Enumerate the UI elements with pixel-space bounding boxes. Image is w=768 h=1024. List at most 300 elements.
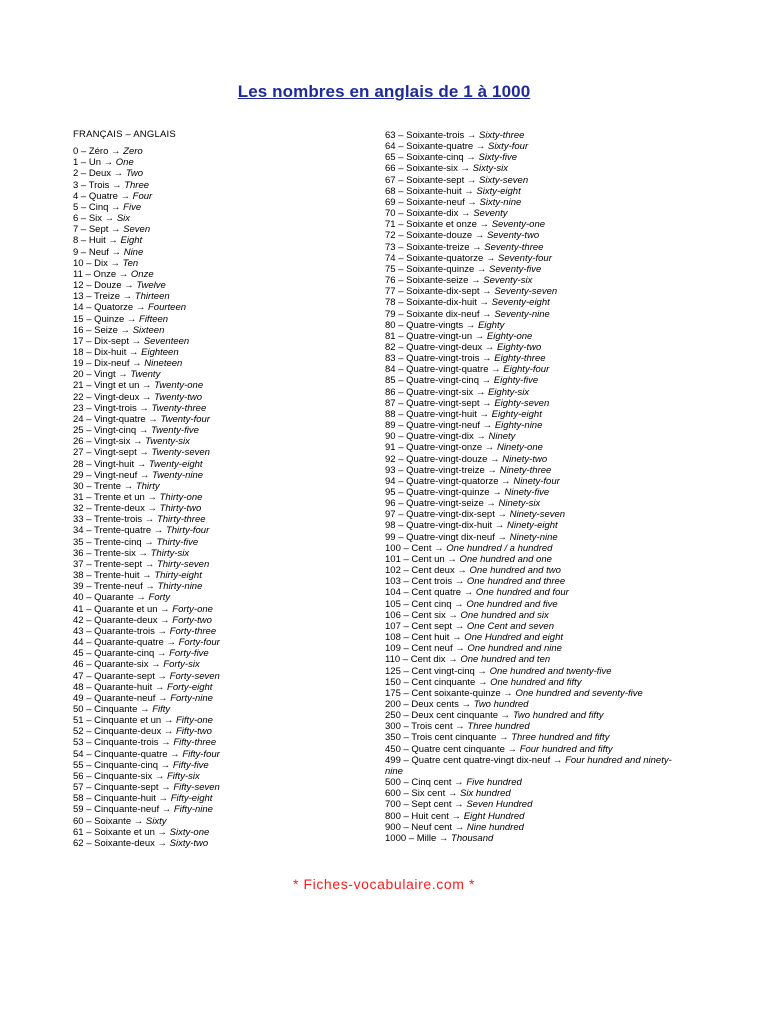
number-entry (73, 548, 373, 559)
english-term: Seventy-two (486, 230, 540, 242)
french-term: 6 – Six (73, 213, 103, 225)
number-entry (73, 414, 373, 425)
english-term: Ninety-three (499, 464, 552, 476)
english-term: Sixty-nine (479, 196, 522, 208)
english-term: Thirty-one (159, 492, 203, 503)
english-term: Five hundred (466, 777, 522, 789)
french-term: 61 – Soixante et un (73, 826, 155, 838)
arrow-icon: → (131, 815, 146, 827)
number-entry (73, 570, 373, 581)
number-entry (73, 726, 373, 737)
arrow-icon: → (139, 380, 155, 392)
arrow-icon: → (159, 804, 174, 816)
french-term: 45 – Quarante-cinq (73, 648, 155, 660)
number-entry (73, 358, 373, 369)
arrow-icon: → (142, 514, 157, 526)
french-term: 300 – Trois cent (385, 721, 453, 733)
french-term: 1 – Un (73, 157, 101, 169)
english-term: Zero (123, 146, 143, 158)
english-term: Seven (123, 224, 151, 236)
french-term: 56 – Cinquante-six (73, 770, 153, 782)
english-term: Eighty (477, 319, 505, 331)
english-term: Sixty-five (478, 152, 518, 164)
arrow-icon: → (139, 391, 155, 403)
french-term: 46 – Quarante-six (73, 659, 149, 671)
number-entry (73, 380, 373, 391)
english-term: Eighteen (141, 346, 179, 358)
arrow-icon: → (487, 453, 503, 465)
french-term: 57 – Cinquante-sept (73, 782, 159, 794)
english-term: Sixty-eight (476, 185, 521, 197)
english-term: Twenty-nine (152, 469, 204, 481)
english-term: Eighty-two (496, 341, 542, 353)
arrow-icon: → (108, 224, 124, 236)
arrow-icon: → (128, 335, 144, 347)
french-term: 36 – Trente-six (73, 547, 136, 559)
arrow-icon: → (451, 777, 467, 789)
arrow-icon: → (482, 341, 497, 353)
arrow-icon: → (496, 732, 512, 744)
english-term: Forty-three (169, 625, 217, 637)
number-entry (73, 514, 373, 525)
arrow-icon: → (136, 447, 152, 459)
arrow-icon: → (101, 157, 116, 169)
french-term: 91 – Quatre-vingt-onze (385, 442, 483, 454)
english-term: Ninety-six (498, 498, 541, 510)
arrow-icon: → (449, 632, 465, 644)
french-term: 4 – Quatre (73, 190, 118, 202)
number-entry (73, 302, 373, 313)
french-term: 15 – Quinze (73, 313, 125, 325)
number-entry (385, 442, 715, 453)
number-entry (73, 146, 373, 157)
english-term: Ninety-two (502, 453, 548, 465)
number-entry (73, 604, 373, 615)
arrow-icon: → (476, 297, 492, 309)
french-term: 76 – Soixante-seize (385, 275, 469, 287)
french-term: 29 – Vingt-neuf (73, 469, 138, 481)
number-entry (385, 487, 715, 498)
number-entry (73, 235, 373, 246)
french-term: 106 – Cent six (385, 609, 446, 621)
arrow-icon: → (158, 759, 173, 771)
english-term: Onze (130, 268, 154, 280)
arrow-icon: → (436, 832, 452, 844)
number-entry (385, 822, 715, 833)
english-term: Seventy-five (489, 263, 542, 275)
number-entry (385, 788, 715, 799)
number-entry (385, 230, 715, 241)
english-term: Two (125, 168, 144, 180)
arrow-icon: → (108, 246, 124, 258)
arrow-icon: → (474, 263, 490, 275)
number-entry (73, 436, 373, 447)
english-term: Four hundred and fifty (519, 743, 613, 755)
french-term: 93 – Quatre-vingt-treize (385, 464, 485, 476)
french-term: 63 – Soixante-trois (385, 130, 465, 141)
arrow-icon: → (161, 715, 176, 727)
french-term: 700 – Sept cent (385, 799, 452, 811)
arrow-icon: → (482, 442, 497, 454)
english-term: Twenty-eight (148, 458, 203, 470)
french-term: 104 – Cent quatre (385, 587, 462, 599)
french-term: 600 – Six cent (385, 788, 446, 800)
number-entry (73, 782, 373, 793)
french-term: 73 – Soixante-treize (385, 241, 470, 253)
arrow-icon: → (124, 313, 140, 325)
arrow-icon: → (457, 163, 473, 175)
arrow-icon: → (472, 330, 487, 342)
french-term: 30 – Trente (73, 480, 122, 492)
arrow-icon: → (144, 492, 160, 503)
french-term: 5 – Cinq (73, 201, 109, 213)
arrow-icon: → (152, 770, 167, 782)
arrow-icon: → (452, 821, 467, 833)
english-term: One (115, 157, 134, 169)
number-entry (73, 626, 373, 637)
arrow-icon: → (130, 436, 146, 448)
arrow-icon: → (108, 146, 124, 158)
arrow-icon: → (445, 609, 461, 621)
english-term: Seventeen (143, 335, 190, 347)
number-entry (385, 576, 715, 587)
french-term: 75 – Soixante-quinze (385, 263, 475, 275)
arrow-icon: → (161, 726, 176, 738)
french-term: 84 – Quatre-vingt-quatre (385, 364, 489, 376)
english-term: Ninety-five (504, 487, 550, 498)
french-term: 900 – Neuf cent (385, 821, 453, 833)
number-entry (385, 520, 715, 531)
arrow-icon: → (142, 581, 158, 593)
arrow-icon: → (479, 397, 495, 409)
french-term: 32 – Trente-deux (73, 503, 145, 515)
english-term: Nine (123, 246, 144, 258)
arrow-icon: → (152, 681, 168, 693)
arrow-icon: → (158, 782, 174, 794)
english-term: Thirty-five (156, 536, 199, 548)
english-term: Forty-seven (169, 670, 220, 682)
arrow-icon: → (109, 179, 125, 191)
number-entry (73, 503, 373, 514)
french-term: 77 – Soixante-dix-sept (385, 286, 480, 298)
french-term: 110 – Cent dix (385, 654, 446, 666)
french-term: 94 – Quatre-vingt-quatorze (385, 475, 499, 487)
number-entry (73, 659, 373, 670)
left-entry-list (73, 146, 373, 849)
arrow-icon: → (148, 659, 164, 671)
number-entry (73, 771, 373, 782)
arrow-icon: → (137, 703, 153, 715)
french-term: 14 – Quatorze (73, 302, 134, 314)
english-term: Seventy (473, 208, 508, 220)
number-entry (73, 325, 373, 336)
english-term: Seventy-four (498, 252, 552, 264)
french-term: 28 – Vingt-huit (73, 458, 135, 470)
number-entry (385, 208, 715, 219)
number-entry (385, 587, 715, 598)
french-term: 350 – Trois cent cinquante (385, 732, 497, 744)
english-term: Sixteen (132, 324, 165, 336)
left-column (73, 129, 373, 849)
french-term: 92 – Quatre-vingt-douze (385, 453, 488, 465)
french-term: 86 – Quatre-vingt-six (385, 386, 474, 398)
french-term: 3 – Trois (73, 179, 110, 191)
french-term: 35 – Trente-cinq (73, 536, 142, 548)
arrow-icon: → (480, 420, 495, 432)
arrow-icon: → (492, 520, 507, 532)
number-entry (73, 581, 373, 592)
arrow-icon: → (473, 431, 489, 443)
french-term: 22 – Vingt-deux (73, 391, 140, 403)
number-entry (385, 420, 715, 431)
arrow-icon: → (444, 553, 460, 565)
arrow-icon: → (461, 185, 477, 197)
english-term: Sixty-four (487, 141, 529, 153)
arrow-icon: → (154, 826, 170, 838)
french-term: 125 – Cent vingt-cinq (385, 665, 475, 677)
french-term: 175 – Cent soixante-quinze (385, 687, 501, 699)
number-entry (73, 392, 373, 403)
number-entry (73, 704, 373, 715)
french-term: 17 – Dix-sept (73, 335, 129, 347)
french-term: 85 – Quatre-vingt-cinq (385, 375, 479, 387)
arrow-icon: → (468, 275, 484, 287)
english-term: Fifty-seven (173, 782, 220, 794)
english-term: Forty-one (172, 603, 213, 615)
english-term: Twenty-two (154, 391, 203, 403)
english-term: Twenty (130, 369, 161, 381)
arrow-icon: → (167, 748, 183, 760)
french-term: 68 – Soixante-huit (385, 185, 462, 197)
arrow-icon: → (137, 469, 153, 481)
number-entry (385, 565, 715, 576)
arrow-icon: → (135, 547, 151, 559)
french-term: 33 – Trente-trois (73, 514, 143, 526)
number-entry (385, 543, 715, 554)
number-entry (385, 275, 715, 286)
english-term: One hundred and six (460, 609, 549, 621)
english-term: Thirty-six (150, 547, 190, 559)
number-entry (73, 760, 373, 771)
number-entry (385, 465, 715, 476)
english-term: Thirteen (134, 291, 170, 303)
english-term: Six hundred (460, 788, 511, 800)
number-entry (73, 314, 373, 325)
arrow-icon: → (121, 480, 136, 492)
number-entry (73, 592, 373, 603)
english-term: One hundred and five (466, 598, 558, 610)
number-entry (73, 191, 373, 202)
french-term: 500 – Cinq cent (385, 777, 452, 789)
number-entry (385, 398, 715, 409)
french-term: 90 – Quatre-vingt-dix (385, 431, 474, 443)
french-term: 52 – Cinquante-deux (73, 726, 162, 738)
english-term: Ten (122, 257, 139, 269)
english-term: Twelve (136, 280, 166, 292)
english-term: Seventy-six (483, 275, 533, 287)
english-term: One hundred and one (459, 553, 552, 565)
arrow-icon: → (463, 319, 478, 331)
number-entry (73, 425, 373, 436)
english-term: Sixty-three (479, 130, 525, 141)
number-entry (73, 280, 373, 291)
number-entry (385, 242, 715, 253)
english-term: Forty (148, 592, 171, 604)
french-term: 101 – Cent un (385, 553, 445, 565)
number-entry (73, 559, 373, 570)
right-entry-list (385, 130, 715, 844)
number-entry (73, 336, 373, 347)
french-term: 23 – Vingt-trois (73, 402, 137, 414)
number-entry (385, 364, 715, 375)
number-entry (385, 666, 715, 677)
arrow-icon: → (550, 754, 566, 766)
arrow-icon: → (144, 503, 160, 515)
french-term: 59 – Cinquante-neuf (73, 804, 160, 816)
french-term: 51 – Cinquante et un (73, 715, 162, 727)
english-term: Ninety-nine (509, 531, 558, 543)
number-entry (385, 409, 715, 420)
arrow-icon: → (500, 687, 516, 699)
arrow-icon: → (133, 592, 149, 604)
french-term: 54 – Cinquante-quatre (73, 748, 168, 760)
english-term: Four hundred and ninety-nine (385, 754, 672, 777)
french-term: 19 – Dix-neuf (73, 358, 130, 370)
english-term: Forty-eight (167, 681, 213, 693)
english-term: Three (124, 179, 150, 191)
number-entry (385, 621, 715, 632)
french-term: 18 – Dix-huit (73, 346, 127, 358)
arrow-icon: → (469, 241, 485, 253)
number-entry (385, 632, 715, 643)
english-term: One Hundred and eight (464, 632, 563, 644)
number-entry (385, 353, 715, 364)
arrow-icon: → (473, 141, 488, 153)
number-entry (385, 186, 715, 197)
english-term: Twenty-seven (151, 447, 210, 459)
number-entry (385, 833, 715, 844)
arrow-icon: → (498, 710, 513, 722)
arrow-icon: → (452, 576, 467, 588)
french-term: 58 – Cinquante-huit (73, 793, 156, 805)
arrow-icon: → (479, 308, 495, 320)
french-term: 88 – Quatre-vingt-huit (385, 408, 477, 420)
english-term: Eight Hundred (463, 810, 525, 822)
french-term: 7 – Sept (73, 224, 109, 236)
french-term: 41 – Quarante et un (73, 603, 158, 615)
arrow-icon: → (155, 692, 171, 704)
french-term: 74 – Soixante-quatorze (385, 252, 484, 264)
english-term: Fifty-four (182, 748, 220, 760)
arrow-icon: → (111, 168, 126, 180)
number-entry (385, 219, 715, 230)
english-term: One hundred and twenty-five (489, 665, 612, 677)
french-term: 450 – Quatre cent cinquante (385, 743, 505, 755)
english-term: Fifty-two (176, 726, 212, 738)
english-term: One hundred and ten (460, 654, 551, 666)
arrow-icon: → (483, 498, 499, 510)
number-entry (73, 213, 373, 224)
number-entry (73, 459, 373, 470)
english-term: Five (123, 201, 142, 213)
number-entry (385, 152, 715, 163)
arrow-icon: → (116, 268, 131, 280)
english-term: Fifty (152, 703, 171, 715)
number-entry (73, 481, 373, 492)
english-term: Thirty-seven (156, 558, 210, 570)
french-term: 200 – Deux cents (385, 698, 459, 710)
arrow-icon: → (479, 375, 494, 387)
french-term: 65 – Soixante-cinq (385, 152, 464, 164)
arrow-icon: → (504, 743, 520, 755)
english-term: Three hundred (467, 721, 530, 733)
arrow-icon: → (431, 542, 447, 554)
english-term: Fifteen (139, 313, 169, 325)
french-term: 79 – Soixante dix-neuf (385, 308, 480, 320)
number-entry (385, 744, 715, 755)
number-entry (385, 732, 715, 743)
french-term: 39 – Trente-neuf (73, 581, 143, 593)
french-term: 13 – Treize (73, 291, 120, 303)
french-term: 98 – Quatre-vingt-dix-huit (385, 520, 493, 532)
french-term: 48 – Quarante-huit (73, 681, 153, 693)
number-entry (73, 247, 373, 258)
right-column (385, 130, 715, 844)
english-term: Eight (120, 235, 143, 247)
english-term: Sixty-seven (479, 174, 529, 186)
english-term: Eighty-nine (494, 420, 543, 432)
english-term: Twenty-one (154, 380, 204, 392)
english-term: Thirty-two (159, 503, 202, 515)
arrow-icon: → (155, 793, 171, 805)
number-entry (385, 699, 715, 710)
number-entry (73, 492, 373, 503)
arrow-icon: → (154, 837, 170, 849)
french-term: 67 – Soixante-sept (385, 174, 465, 186)
number-entry (73, 816, 373, 827)
french-term: 107 – Cent sept (385, 620, 453, 632)
number-entry (385, 643, 715, 654)
column-header: FRANÇAIS – ANGLAIS (73, 129, 176, 140)
french-term: 21 – Vingt et un (73, 380, 140, 392)
number-entry (73, 447, 373, 458)
french-term: 50 – Cinquante (73, 703, 138, 715)
english-term: Seventy-one (491, 219, 546, 231)
french-term: 800 – Huit cent (385, 810, 449, 822)
french-term: 9 – Neuf (73, 246, 109, 258)
arrow-icon: → (448, 810, 464, 822)
arrow-icon: → (102, 213, 117, 225)
french-term: 99 – Quatre-vingt dix-neuf (385, 531, 495, 543)
number-entry (73, 804, 373, 815)
english-term: Twenty-five (150, 425, 199, 437)
english-term: Sixty-two (169, 837, 209, 849)
arrow-icon: → (489, 487, 505, 498)
number-entry (73, 715, 373, 726)
english-term: Seventy-three (484, 241, 544, 253)
number-entry (73, 470, 373, 481)
french-term: 47 – Quarante-sept (73, 670, 155, 682)
number-entry (73, 258, 373, 269)
english-term: Thirty (135, 480, 160, 492)
english-term: Forty-nine (170, 692, 213, 704)
number-entry (385, 799, 715, 810)
arrow-icon: → (107, 257, 123, 269)
arrow-icon: → (154, 670, 170, 682)
french-term: 100 – Cent (385, 542, 432, 554)
number-entry (73, 202, 373, 213)
french-term: 69 – Soixante-neuf (385, 196, 465, 208)
